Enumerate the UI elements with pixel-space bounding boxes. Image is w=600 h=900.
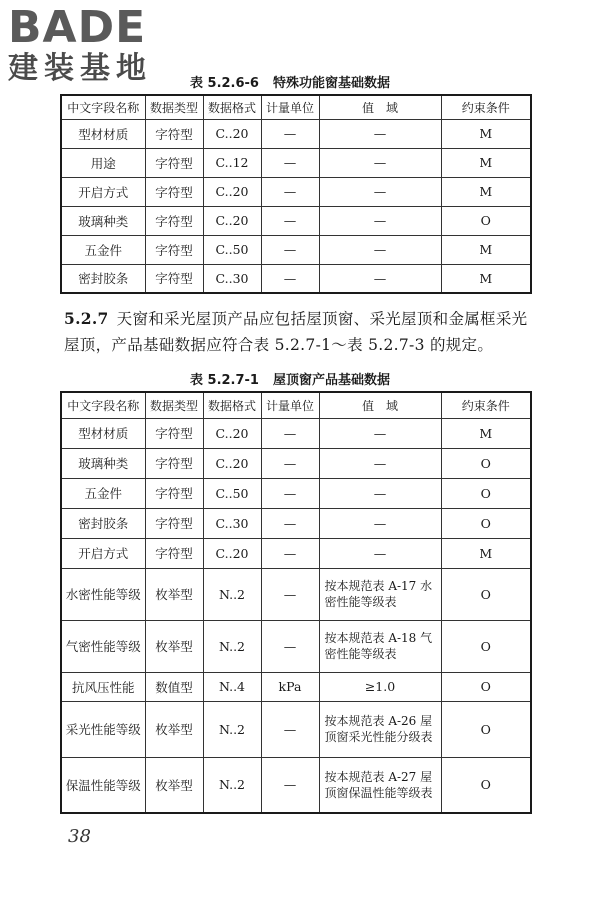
table-cell: 数值型 (145, 672, 203, 701)
table-row (61, 538, 531, 568)
table-row (61, 478, 531, 508)
page-number: 38 (68, 826, 91, 847)
table-cell: O (441, 508, 531, 538)
table-cell: O (441, 478, 531, 508)
table-cell: 枚举型 (145, 757, 203, 813)
table-cell: O (441, 448, 531, 478)
table1-caption (190, 72, 390, 91)
table-cell: — (319, 177, 441, 206)
table-cell: — (319, 119, 441, 148)
table-cell: 按本规范表 A-18 气密性能等级表 (319, 620, 441, 672)
table-cell: C..20 (203, 206, 261, 235)
table-cell: — (261, 177, 319, 206)
table-cell: — (261, 620, 319, 672)
table-cell: 开启方式 (61, 538, 145, 568)
table1-number: 表 5.2.6-6 (190, 76, 259, 91)
table1-header: 数据类型 (145, 95, 203, 119)
table2-header: 数据类型 (145, 392, 203, 418)
logo-wordmark: BADE (8, 2, 147, 53)
table-cell: — (319, 235, 441, 264)
section-paragraph (64, 306, 534, 358)
table-cell: C..20 (203, 119, 261, 148)
table-cell: 字符型 (145, 235, 203, 264)
section-number: 5.2.7 (64, 309, 109, 328)
table-cell: M (441, 264, 531, 293)
table2-header: 值 域 (319, 392, 441, 418)
table-row (61, 672, 531, 701)
table-cell: — (261, 418, 319, 448)
table-cell: C..20 (203, 538, 261, 568)
table-row (61, 206, 531, 235)
table-cell: 气密性能等级 (61, 620, 145, 672)
table-cell: M (441, 235, 531, 264)
table2 (60, 391, 532, 814)
table-cell: — (261, 701, 319, 757)
table-row (61, 148, 531, 177)
table-cell: 字符型 (145, 177, 203, 206)
table-cell: 玻璃种类 (61, 448, 145, 478)
table-cell: — (261, 508, 319, 538)
table-cell: O (441, 757, 531, 813)
table-cell: — (261, 264, 319, 293)
table-cell: 玻璃种类 (61, 206, 145, 235)
table-cell: 密封胶条 (61, 508, 145, 538)
table-cell: 开启方式 (61, 177, 145, 206)
table-row (61, 448, 531, 478)
table-row (61, 418, 531, 448)
table-cell: N..2 (203, 757, 261, 813)
table-cell: 枚举型 (145, 568, 203, 620)
table-cell: 字符型 (145, 119, 203, 148)
table1-header: 值 域 (319, 95, 441, 119)
table-cell: 字符型 (145, 478, 203, 508)
table-cell: — (319, 148, 441, 177)
table1-header: 计量单位 (261, 95, 319, 119)
table-cell: M (441, 418, 531, 448)
table-cell: ≥1.0 (319, 672, 441, 701)
table-cell: M (441, 148, 531, 177)
table-cell: 字符型 (145, 508, 203, 538)
table-cell: 字符型 (145, 148, 203, 177)
table-cell: O (441, 568, 531, 620)
table-cell: O (441, 701, 531, 757)
table1 (60, 94, 532, 294)
table2-header: 中文字段名称 (61, 392, 145, 418)
table-cell: C..20 (203, 418, 261, 448)
publisher-logo (8, 4, 178, 86)
table-cell: 型材材质 (61, 119, 145, 148)
table-cell: 字符型 (145, 206, 203, 235)
table-row (61, 235, 531, 264)
table-cell: N..4 (203, 672, 261, 701)
table-cell: 按本规范表 A-26 屋顶窗采光性能分级表 (319, 701, 441, 757)
table-cell: — (319, 538, 441, 568)
table-cell: N..2 (203, 701, 261, 757)
table2-header: 数据格式 (203, 392, 261, 418)
table1-title: 特殊功能窗基础数据 (272, 76, 390, 91)
section-text: 天窗和采光屋顶产品应包括屋顶窗、采光屋顶和金属框采光屋顶，产品基础数据应符合表 5.2.7-1～表 5.2.7-3 的规定。 (64, 310, 528, 354)
table-cell: 字符型 (145, 264, 203, 293)
table-cell: 字符型 (145, 418, 203, 448)
table-cell: — (261, 148, 319, 177)
table2-number: 表 5.2.7-1 (190, 373, 259, 388)
table-row (61, 757, 531, 813)
table-cell: — (261, 568, 319, 620)
table-cell: — (261, 235, 319, 264)
table-cell: C..30 (203, 264, 261, 293)
table-cell: C..12 (203, 148, 261, 177)
table-cell: — (319, 508, 441, 538)
table-cell: 字符型 (145, 448, 203, 478)
table-cell: 密封胶条 (61, 264, 145, 293)
table-cell: N..2 (203, 568, 261, 620)
table-cell: 五金件 (61, 235, 145, 264)
table2-header: 约束条件 (441, 392, 531, 418)
table-row (61, 620, 531, 672)
table-cell: C..30 (203, 508, 261, 538)
table-cell: — (261, 538, 319, 568)
logo-subtitle: 建装基地 (8, 51, 152, 86)
table-cell: 按本规范表 A-17 水密性能等级表 (319, 568, 441, 620)
table-cell: 字符型 (145, 538, 203, 568)
table-row (61, 119, 531, 148)
table-cell: C..20 (203, 448, 261, 478)
table2-title: 屋顶窗产品基础数据 (272, 373, 390, 388)
table1-header-row (61, 95, 531, 119)
table-cell: C..50 (203, 235, 261, 264)
table-cell: 采光性能等级 (61, 701, 145, 757)
table-cell: 按本规范表 A-27 屋顶窗保温性能等级表 (319, 757, 441, 813)
table-cell: 型材材质 (61, 418, 145, 448)
table-cell: — (261, 206, 319, 235)
table-cell: — (319, 206, 441, 235)
table-cell: O (441, 620, 531, 672)
table-cell: — (319, 448, 441, 478)
table-cell: 枚举型 (145, 620, 203, 672)
table-cell: 保温性能等级 (61, 757, 145, 813)
table-cell: 抗风压性能 (61, 672, 145, 701)
table-cell: O (441, 672, 531, 701)
table-cell: — (261, 119, 319, 148)
table-cell: — (261, 478, 319, 508)
table-cell: C..50 (203, 478, 261, 508)
table1-header: 数据格式 (203, 95, 261, 119)
table-cell: O (441, 206, 531, 235)
table-row (61, 264, 531, 293)
table-row (61, 701, 531, 757)
table-cell: — (261, 757, 319, 813)
table-cell: M (441, 538, 531, 568)
table-cell: — (319, 418, 441, 448)
table1-header: 中文字段名称 (61, 95, 145, 119)
table-cell: — (261, 448, 319, 478)
table-cell: N..2 (203, 620, 261, 672)
table2-header-row (61, 392, 531, 418)
table-cell: M (441, 119, 531, 148)
table-cell: 五金件 (61, 478, 145, 508)
table-cell: 枚举型 (145, 701, 203, 757)
table-cell: 水密性能等级 (61, 568, 145, 620)
table2-header: 计量单位 (261, 392, 319, 418)
table-row (61, 508, 531, 538)
table-row (61, 568, 531, 620)
table-cell: C..20 (203, 177, 261, 206)
table-cell: — (319, 264, 441, 293)
table-cell: M (441, 177, 531, 206)
table2-caption (190, 369, 390, 388)
table1-header: 约束条件 (441, 95, 531, 119)
table-cell: kPa (261, 672, 319, 701)
table-cell: — (319, 478, 441, 508)
table-row (61, 177, 531, 206)
table-cell: 用途 (61, 148, 145, 177)
